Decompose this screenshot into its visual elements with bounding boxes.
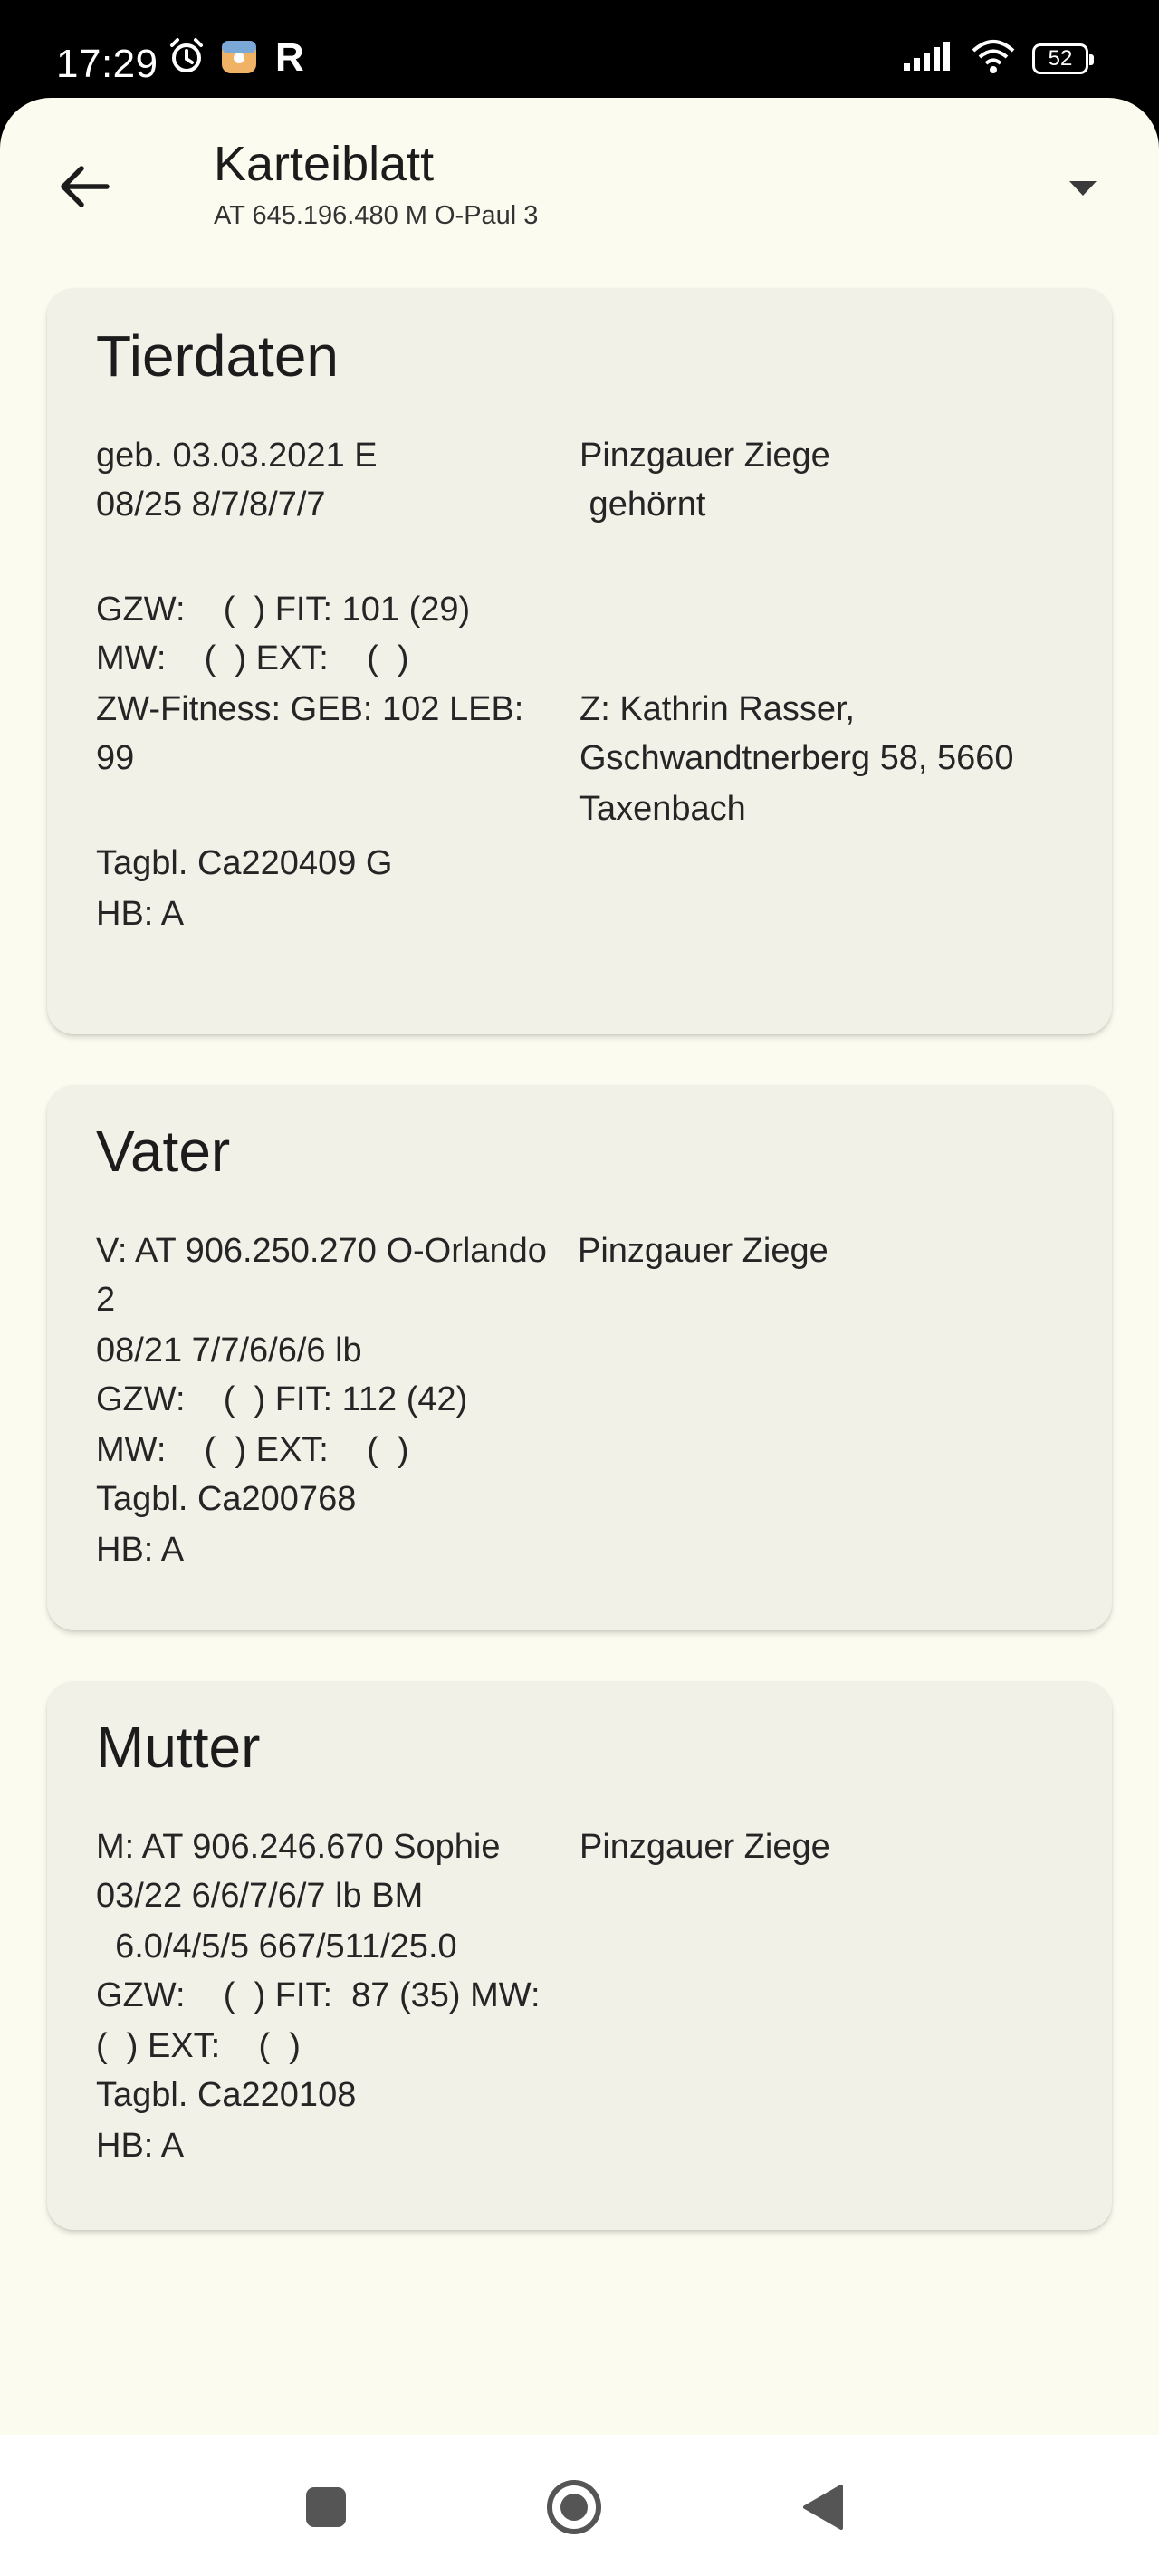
dam-milk: 6.0/4/5/5 667/511/25.0 bbox=[96, 1927, 457, 1966]
r-app-icon bbox=[272, 36, 311, 81]
breed: Pinzgauer Ziege bbox=[580, 437, 830, 475]
sire-hb: HB: A bbox=[96, 1531, 185, 1569]
tagbl: Tagbl. Ca220409 G bbox=[96, 844, 393, 882]
battery-icon: 52 bbox=[1032, 43, 1088, 74]
dam-breed: Pinzgauer Ziege bbox=[580, 1828, 830, 1866]
page-subtitle: AT 645.196.480 M O-Paul 3 bbox=[214, 201, 539, 230]
mw-ext: MW: ( ) EXT: ( ) bbox=[96, 639, 409, 678]
sire-id-line2: 2 bbox=[96, 1281, 116, 1319]
breeder-line3: Taxenbach bbox=[580, 790, 746, 828]
home-circle-icon bbox=[545, 2478, 603, 2541]
notification-app-icon bbox=[219, 36, 259, 81]
system-nav-bar bbox=[0, 2435, 1159, 2576]
sire-id-line1: V: AT 906.250.270 O-Orlando bbox=[96, 1232, 547, 1270]
breeder-line1: Z: Kathrin Rasser, bbox=[580, 690, 856, 728]
sire-mw-ext: MW: ( ) EXT: ( ) bbox=[96, 1431, 409, 1469]
mutter-card bbox=[47, 1681, 1112, 2230]
dam-id: M: AT 906.246.670 Sophie bbox=[96, 1828, 501, 1866]
dam-hb: HB: A bbox=[96, 2127, 185, 2165]
wifi-icon bbox=[971, 38, 1016, 79]
back-triangle-icon bbox=[800, 2483, 845, 2536]
page-title: Karteiblatt bbox=[214, 137, 435, 191]
card-title-tierdaten: Tierdaten bbox=[96, 323, 339, 389]
dam-tagbl: Tagbl. Ca220108 bbox=[96, 2076, 357, 2114]
back-nav-button[interactable] bbox=[786, 2473, 858, 2545]
dam-scores: 03/22 6/6/7/6/7 lb BM bbox=[96, 1877, 424, 1915]
status-time: 17:29 bbox=[56, 42, 158, 86]
status-icons-right bbox=[902, 38, 1088, 79]
zw-fitness-line2: 99 bbox=[96, 739, 135, 777]
sire-breed: Pinzgauer Ziege bbox=[578, 1232, 829, 1270]
dam-ext: ( ) EXT: ( ) bbox=[96, 2027, 301, 2065]
signal-icon bbox=[902, 40, 954, 77]
sire-gzw-fit: GZW: ( ) FIT: 112 (42) bbox=[96, 1380, 468, 1418]
home-button[interactable] bbox=[538, 2473, 610, 2545]
recents-square-icon bbox=[304, 2485, 348, 2533]
sire-tagbl: Tagbl. Ca200768 bbox=[96, 1480, 357, 1518]
gzw-fit: GZW: ( ) FIT: 101 (29) bbox=[96, 591, 471, 629]
alarm-icon bbox=[167, 36, 206, 81]
dropdown-triangle-icon bbox=[1068, 179, 1098, 202]
card-title-vater: Vater bbox=[96, 1119, 231, 1184]
sire-scores: 08/21 7/7/6/6/6 lb bbox=[96, 1331, 362, 1370]
arrow-back-icon bbox=[56, 163, 110, 215]
breeder-line2: Gschwandtnerberg 58, 5660 bbox=[580, 739, 1014, 777]
svg-text:R: R bbox=[275, 36, 304, 76]
horn-status: gehörnt bbox=[580, 485, 706, 524]
birth-date: geb. 03.03.2021 E bbox=[96, 437, 378, 475]
dropdown-menu-button[interactable] bbox=[1063, 172, 1103, 208]
dam-gzw-fit: GZW: ( ) FIT: 87 (35) MW: bbox=[96, 1976, 541, 2014]
tierdaten-card bbox=[47, 288, 1112, 1034]
status-icons-left bbox=[167, 36, 311, 81]
zw-fitness-line1: ZW-Fitness: GEB: 102 LEB: bbox=[96, 690, 524, 728]
scores: 08/25 8/7/8/7/7 bbox=[96, 485, 326, 524]
app-screen bbox=[0, 98, 1159, 2435]
card-title-mutter: Mutter bbox=[96, 1715, 261, 1780]
hb: HB: A bbox=[96, 895, 185, 933]
recents-button[interactable] bbox=[290, 2473, 362, 2545]
top-app-bar bbox=[0, 98, 1159, 270]
back-button[interactable] bbox=[51, 156, 116, 221]
vater-card bbox=[47, 1085, 1112, 1630]
status-bar bbox=[0, 0, 1159, 109]
